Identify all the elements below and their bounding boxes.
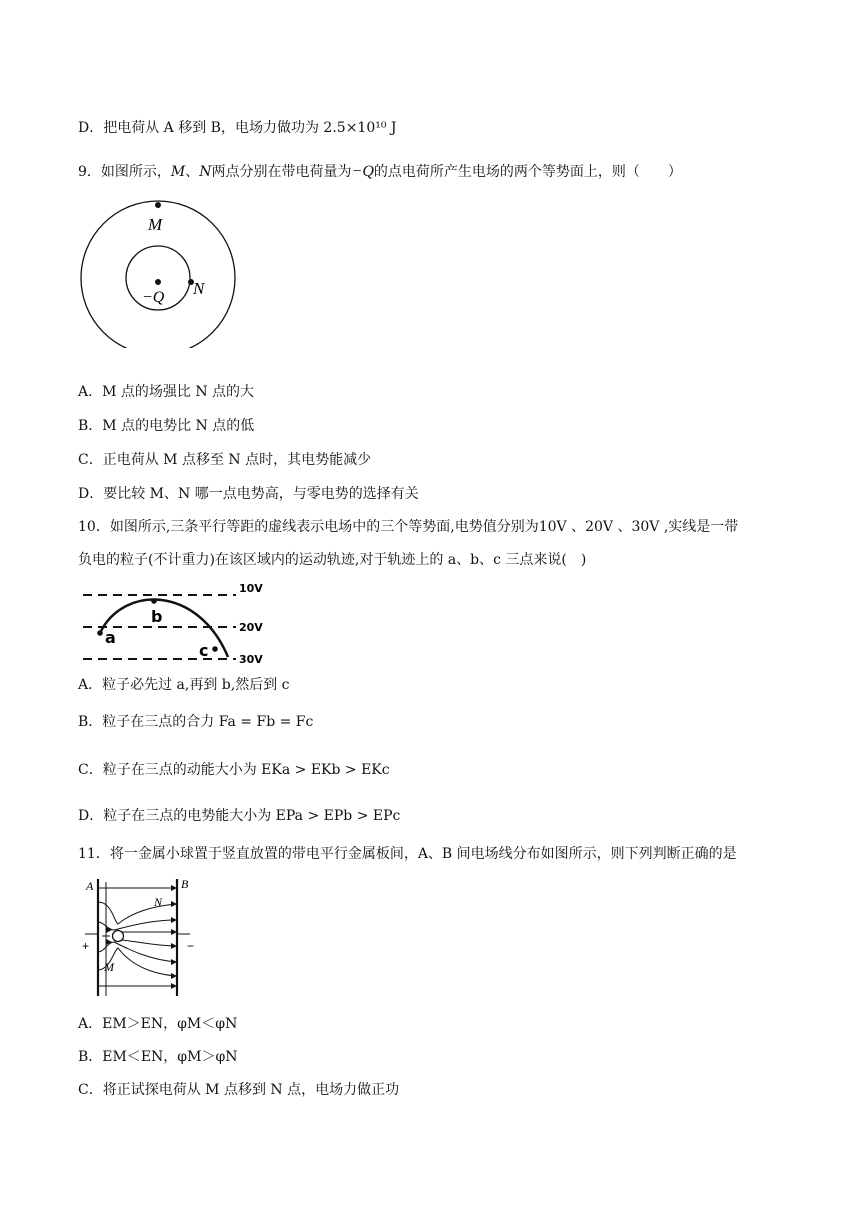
q10-stem-line1: 10．如图所示,三条平行等距的虚线表示电场中的三个等势面,电势值分别为10V 、20V 、30V ,实线是一带	[78, 519, 739, 535]
q10-stem-line2: 负电的粒子(不计重力)在该区域内的运动轨迹,对于轨迹上的 a、b、c 三点来说( )	[78, 552, 587, 568]
q9-stem-q: −Q	[351, 163, 374, 180]
q9-point-m	[155, 202, 161, 208]
q9-stem-part2: 、	[185, 164, 200, 180]
q9-label-q: −Q	[142, 289, 165, 306]
q9-option-d: D．要比较 M、N 哪一点电势高，与零电势的选择有关	[78, 486, 419, 502]
q10-label-30v: 30V	[239, 653, 263, 666]
q9-label-n: N	[193, 279, 205, 298]
q9-stem-n: N	[199, 164, 212, 180]
q11-figure	[80, 874, 205, 1002]
q9-option-a: A．M 点的场强比 N 点的大	[78, 384, 255, 400]
q11-label-b: B	[181, 877, 189, 891]
q9-option-c: C．正电荷从 M 点移至 N 点时，其电势能减少	[78, 452, 372, 468]
q10-label-b: b	[151, 607, 163, 626]
q9-stem	[78, 162, 682, 182]
q11-label-m: M	[104, 960, 114, 974]
q11-option-b: B．EM＜EN，φM＞φN	[78, 1049, 238, 1065]
q10-label-c: c	[199, 641, 209, 660]
q10-point-b	[151, 598, 157, 604]
q9-stem-m: M	[170, 164, 186, 180]
q9-option-b: B．M 点的电势比 N 点的低	[78, 418, 255, 434]
q9-point-q	[155, 279, 161, 285]
q10-trajectory	[100, 600, 228, 657]
q11-option-a: A．EM＞EN，φM＜φN	[78, 1016, 238, 1032]
q11-option-c: C．将正试探电荷从 M 点移到 N 点，电场力做正功	[78, 1082, 400, 1098]
q11-stem: 11．将一金属小球置于竖直放置的带电平行金属板间，A、B 间电场线分布如图所示，则下列判断正确的是	[78, 846, 737, 862]
q10-label-20v: 20V	[239, 621, 263, 634]
q10-figure	[78, 580, 273, 668]
q10-point-c	[212, 646, 218, 652]
q9-stem-part3: 两点分别在带电荷量为	[211, 164, 352, 180]
q10-label-a: a	[105, 628, 116, 647]
q11-label-minus: −	[187, 939, 195, 953]
q11-field-lines	[98, 882, 177, 996]
q10-option-a: A．粒子必先过 a,再到 b,然后到 c	[78, 677, 290, 693]
q10-option-b: B．粒子在三点的合力 Fa = Fb = Fc	[78, 714, 314, 730]
q9-label-m: M	[148, 215, 163, 234]
q10-label-10v: 10V	[239, 582, 263, 595]
q10-point-a	[97, 630, 103, 636]
q9-stem-part1: 9．如图所示，	[78, 164, 171, 180]
q9-figure	[78, 198, 243, 348]
q11-label-n: N	[154, 895, 163, 909]
q11-metal-ball	[113, 931, 124, 942]
q9-stem-part4: 的点电荷所产生电场的两个等势面上，则（ ）	[373, 164, 682, 180]
q11-label-plus: +	[82, 939, 90, 953]
q11-label-a: A	[86, 879, 94, 893]
q8-option-d: D．把电荷从 A 移到 B，电场力做功为 2.5×10¹⁰ J	[78, 120, 397, 136]
q10-option-d: D．粒子在三点的电势能大小为 EPa > EPb > EPc	[78, 808, 401, 824]
q10-option-c: C．粒子在三点的动能大小为 EKa > EKb > EKc	[78, 762, 390, 778]
